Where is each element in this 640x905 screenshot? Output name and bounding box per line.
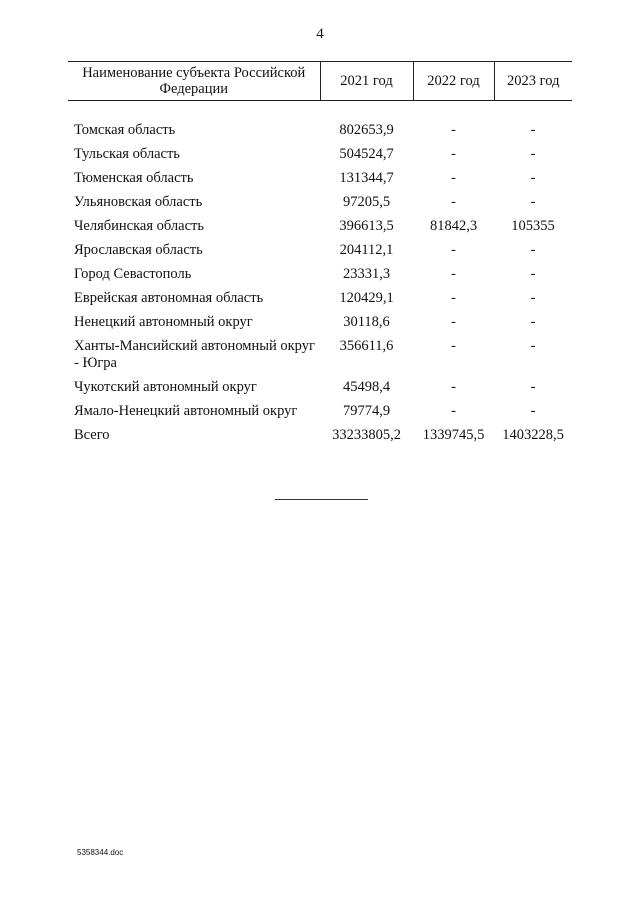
value-2021-cell: 802653,9 bbox=[339, 122, 394, 138]
header-2021: 2021 год bbox=[320, 62, 413, 101]
region-name-cell: Ульяновская область bbox=[74, 194, 203, 210]
region-name-cell: Еврейская автономная область bbox=[74, 290, 264, 306]
end-of-table-rule bbox=[275, 499, 368, 500]
value-2022-cell: - bbox=[451, 194, 456, 210]
value-2021-cell: 204112,1 bbox=[339, 242, 394, 258]
value-2023-cell: - bbox=[530, 403, 536, 419]
subsidy-table-container bbox=[68, 61, 572, 448]
table-row bbox=[68, 424, 572, 448]
value-2021-cell: 30118,6 bbox=[343, 314, 390, 330]
table-row bbox=[68, 191, 572, 215]
value-2023-cell: - bbox=[530, 122, 536, 138]
header-2022: 2022 год bbox=[413, 62, 494, 101]
region-name-cell: Тульская область bbox=[74, 146, 180, 162]
table-row bbox=[68, 263, 572, 287]
value-2023-cell: - bbox=[530, 170, 536, 186]
subsidy-table bbox=[68, 61, 572, 448]
value-2023-cell: 1403228,5 bbox=[502, 427, 564, 443]
table-body bbox=[68, 101, 572, 449]
value-2023-cell: - bbox=[530, 379, 536, 395]
value-2022-cell: - bbox=[451, 379, 456, 395]
table-row bbox=[68, 143, 572, 167]
value-2022-cell: - bbox=[451, 338, 456, 354]
header-2023: 2023 год bbox=[494, 62, 572, 101]
header-region-name: Наименование субъекта Российской Федерации bbox=[68, 62, 320, 101]
region-name-cell: Тюменская область bbox=[74, 170, 194, 186]
table-row bbox=[68, 400, 572, 424]
region-name-cell: Ямало-Ненецкий автономный округ bbox=[74, 403, 298, 419]
value-2023-cell: - bbox=[530, 266, 536, 282]
table-row bbox=[68, 311, 572, 335]
value-2021-cell: 504524,7 bbox=[339, 146, 394, 162]
value-2021-cell: 33233805,2 bbox=[332, 427, 401, 443]
table-spacer-row bbox=[68, 101, 572, 120]
region-name-cell: Томская область bbox=[74, 122, 176, 138]
value-2021-cell: 396613,5 bbox=[339, 218, 394, 234]
value-2023-cell: - bbox=[530, 338, 536, 354]
value-2023-cell: 105355 bbox=[511, 218, 555, 234]
value-2022-cell: - bbox=[451, 242, 456, 258]
page-number: 4 bbox=[316, 26, 324, 42]
region-name-cell: Челябинская область bbox=[74, 218, 204, 234]
table-row bbox=[68, 119, 572, 143]
table-row bbox=[68, 239, 572, 263]
table-row bbox=[68, 335, 572, 376]
value-2022-cell: - bbox=[451, 122, 456, 138]
region-name-cell: Ханты-Мансийский автономный округ - Югра bbox=[74, 338, 315, 371]
value-2021-cell: 45498,4 bbox=[342, 379, 391, 395]
value-2022-cell: - bbox=[451, 314, 456, 330]
region-name-cell: Город Севастополь bbox=[74, 266, 192, 282]
value-2021-cell: 97205,5 bbox=[342, 194, 391, 210]
table-row bbox=[68, 287, 572, 311]
value-2022-cell: - bbox=[451, 266, 456, 282]
value-2021-cell: 356611,6 bbox=[339, 338, 394, 354]
value-2023-cell: - bbox=[530, 146, 536, 162]
value-2022-cell: 1339745,5 bbox=[422, 427, 485, 443]
table-header-row bbox=[68, 62, 572, 101]
region-name-cell: Чукотский автономный округ bbox=[74, 379, 257, 395]
value-2022-cell: - bbox=[451, 170, 456, 186]
table-row bbox=[68, 215, 572, 239]
value-2021-cell: 79774,9 bbox=[342, 403, 391, 419]
value-2023-cell: - bbox=[530, 194, 536, 210]
value-2022-cell: - bbox=[451, 403, 456, 419]
value-2023-cell: - bbox=[530, 314, 536, 330]
value-2023-cell: - bbox=[530, 290, 536, 306]
value-2021-cell: 120429,1 bbox=[339, 290, 394, 306]
table-row bbox=[68, 167, 572, 191]
value-2022-cell: 81842,3 bbox=[429, 218, 478, 234]
value-2022-cell: - bbox=[451, 146, 456, 162]
table-row bbox=[68, 376, 572, 400]
value-2022-cell: - bbox=[451, 290, 456, 306]
value-2021-cell: 23331,3 bbox=[342, 266, 391, 282]
region-name-cell: Ярославская область bbox=[74, 242, 203, 258]
value-2023-cell: - bbox=[530, 242, 536, 258]
footer-filename: 5358344.doc bbox=[77, 848, 124, 857]
region-name-cell: Всего bbox=[74, 427, 110, 443]
value-2021-cell: 131344,7 bbox=[339, 170, 394, 186]
region-name-cell: Ненецкий автономный округ bbox=[74, 314, 253, 330]
